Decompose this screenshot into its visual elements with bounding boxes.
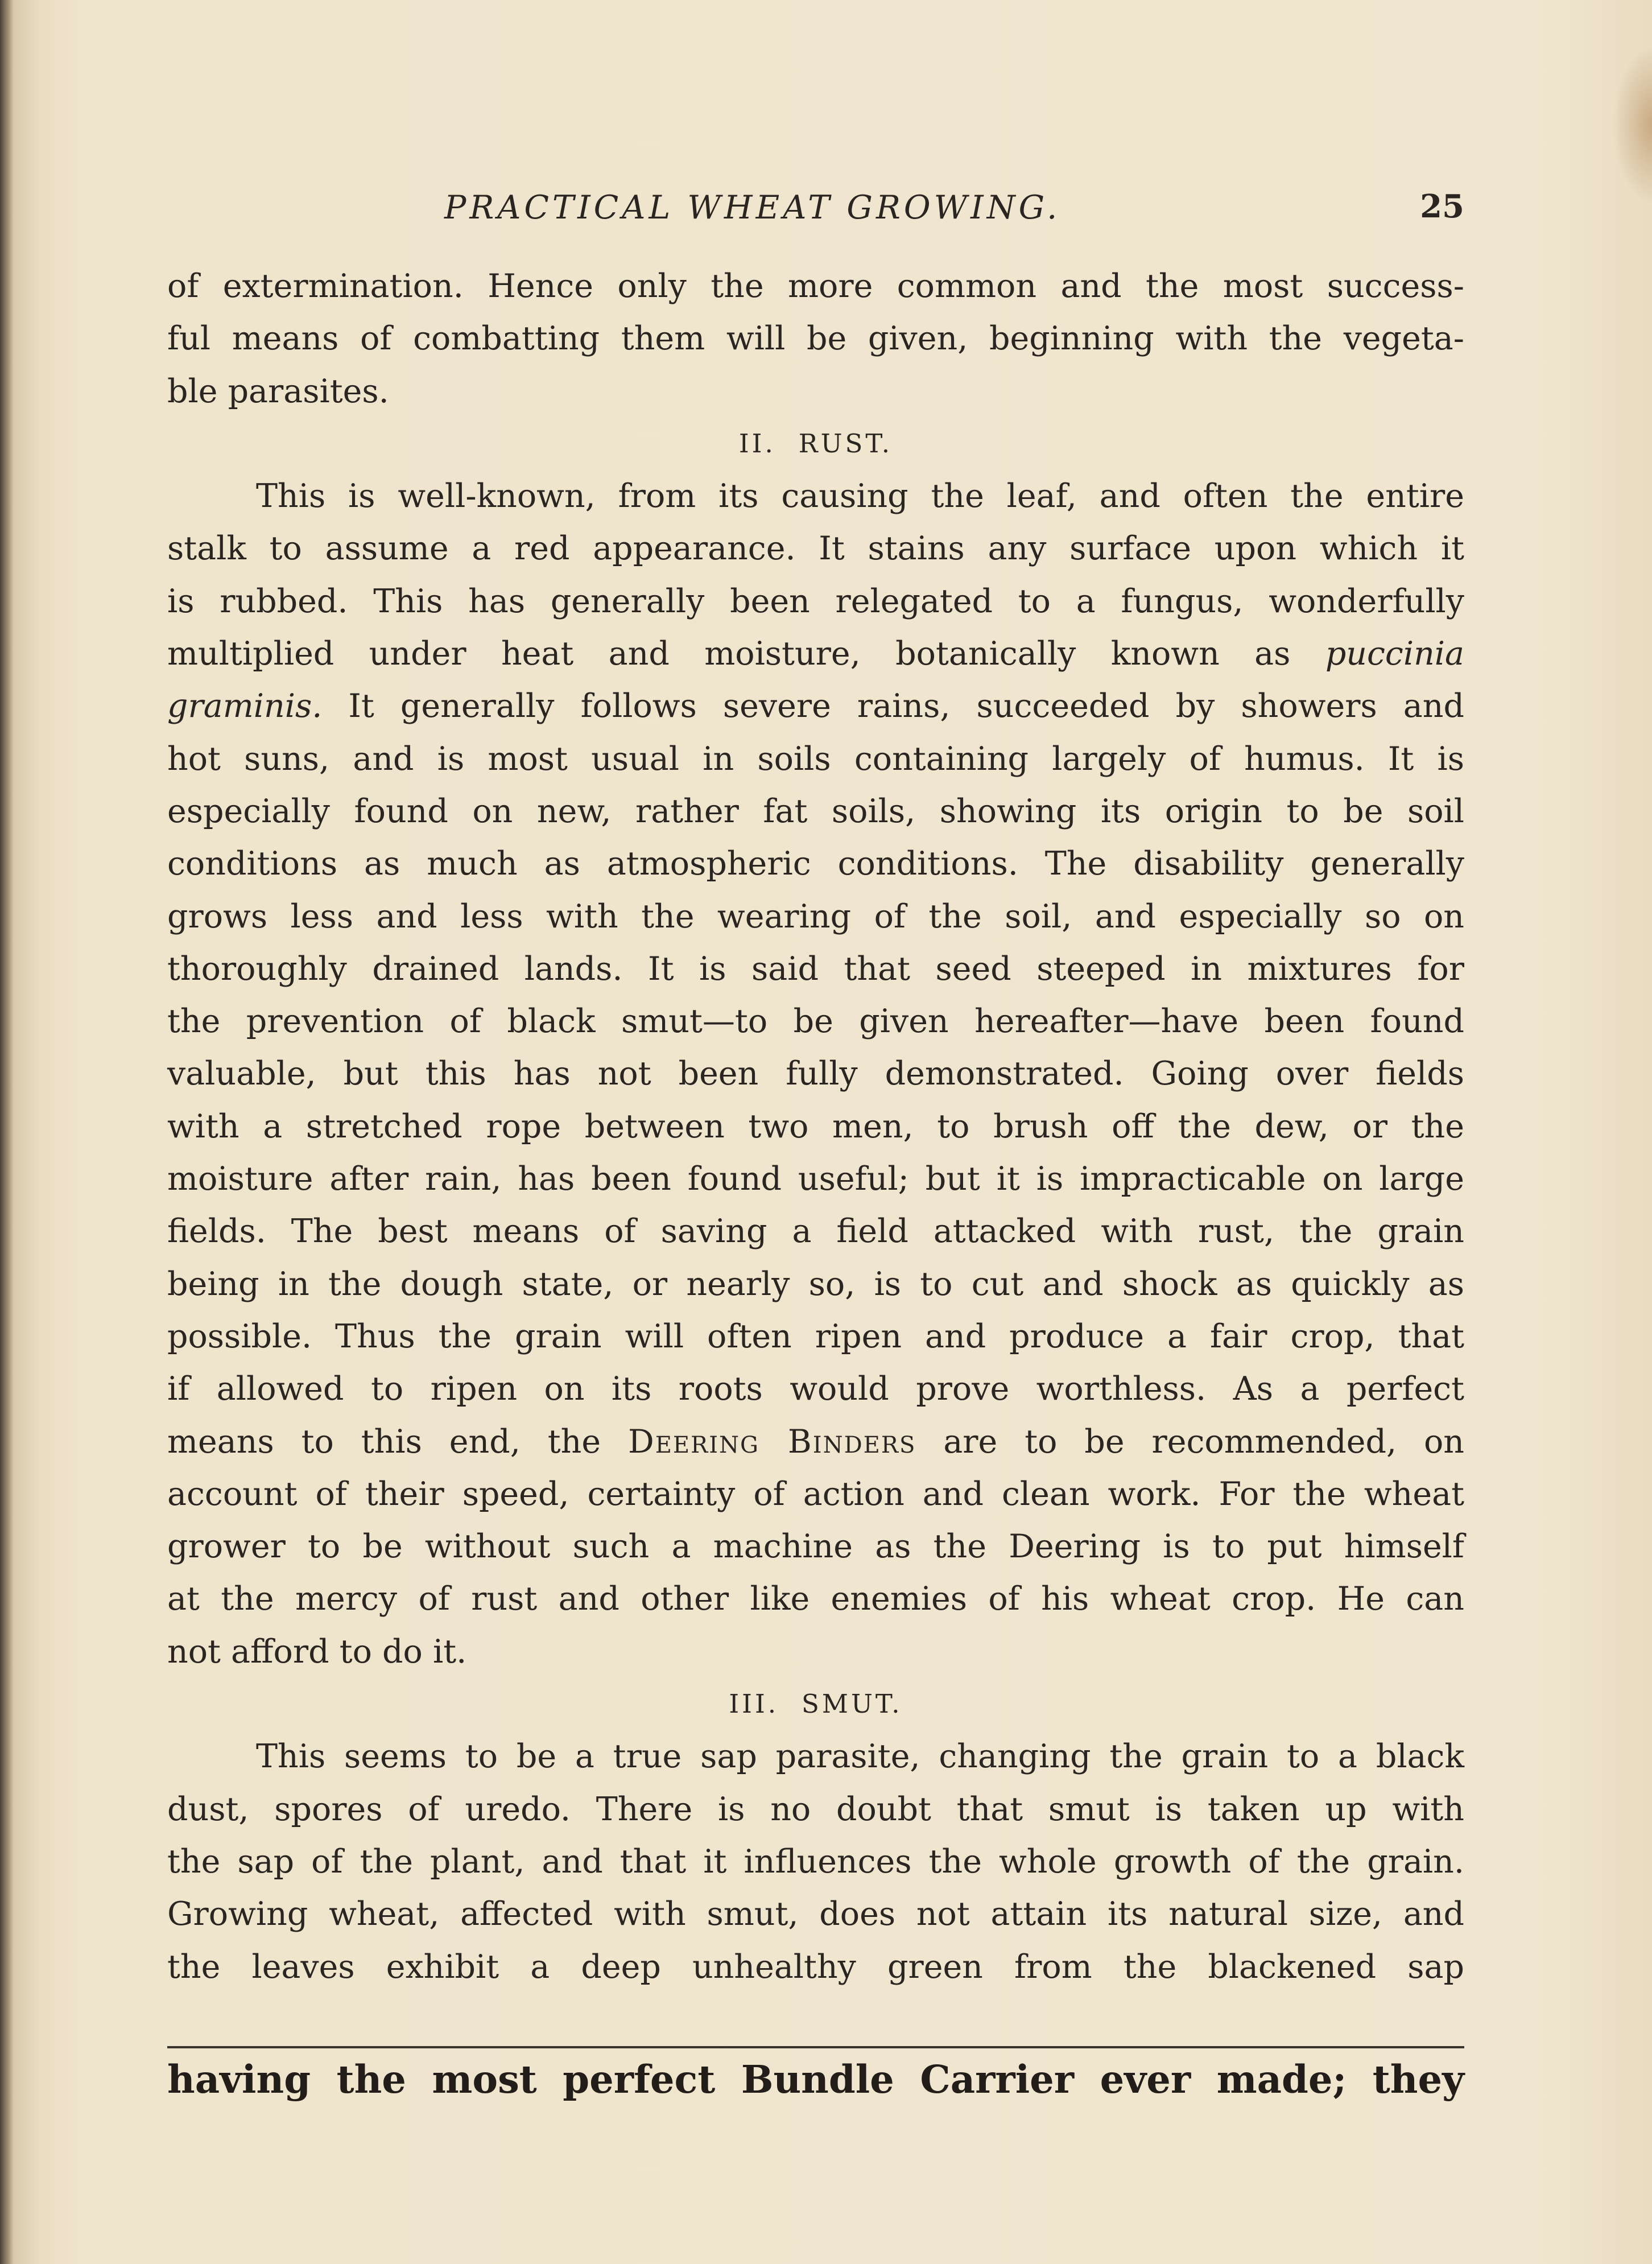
text-line: with a stretched rope between two men, to brush off the dew, or the — [167, 1107, 1464, 1145]
text-run: means to this end, the — [167, 1422, 601, 1461]
section-heading-rust — [167, 418, 1464, 470]
spine-shadow — [0, 0, 14, 2264]
body-text — [167, 260, 1464, 1993]
text-line: if allowed to ripen on its roots would prove worthless. As a perfect — [167, 1370, 1464, 1408]
section-numeral: III. — [729, 1689, 779, 1719]
section-numeral: II. — [738, 428, 776, 459]
text-run: multiplied under heat and moisture, botanically known as — [167, 635, 1291, 673]
text-line: This is well-known, from its causing the leaf, and often the entire — [256, 477, 1464, 516]
text-run: It generally follows severe rains, succeeded by showers and — [322, 687, 1464, 725]
text-line: hot suns, and is most usual in soils containing largely of humus. It is — [167, 740, 1464, 778]
text-line: especially found on new, rather fat soils, showing its origin to be soil — [167, 792, 1464, 830]
text-line: account of their speed, certainty of action and clean work. For the wheat — [167, 1475, 1464, 1513]
section-heading-smut — [167, 1678, 1464, 1730]
text-line: the sap of the plant, and that it influences the whole growth of the grain. — [167, 1842, 1464, 1881]
text-line: is rubbed. This has generally been relegated to a fungus, wonderfully — [167, 582, 1464, 620]
page-number: 25 — [1420, 188, 1464, 225]
text-line: of extermination. Hence only the more common and the most success- — [167, 267, 1464, 305]
text-line — [167, 1416, 1464, 1468]
text-line: at the mercy of rust and other like enemies of his wheat crop. He can — [167, 1580, 1464, 1618]
text-line: not afford to do it. — [167, 1632, 467, 1671]
italic-term: graminis. — [167, 687, 323, 725]
text-line: valuable, but this has not been fully demonstrated. Going over fields — [167, 1055, 1464, 1093]
smallcaps-term: Deering Binders — [628, 1422, 916, 1461]
text-line: grower to be without such a machine as the Deering is to put himself — [167, 1528, 1464, 1566]
text-line — [167, 680, 1464, 732]
text-line: fields. The best means of saving a field attacked with rust, the grain — [167, 1213, 1464, 1251]
text-line: stalk to assume a red appearance. It stains any surface upon which it — [167, 530, 1464, 568]
text-line: thoroughly drained lands. It is said that seed steeped in mixtures for — [167, 950, 1464, 988]
text-line: being in the dough state, or nearly so, is to cut and shock as quickly as — [167, 1265, 1464, 1303]
running-title: PRACTICAL WHEAT GROWING. — [444, 189, 1061, 226]
text-line: dust, spores of uredo. There is no doubt that smut is taken up with — [167, 1790, 1464, 1828]
section-title: SMUT. — [802, 1689, 903, 1719]
text-line: the leaves exhibit a deep unhealthy green from the blackened sap — [167, 1948, 1464, 1986]
text-line: ble parasites. — [167, 372, 389, 410]
text-line: Growing wheat, affected with smut, does not attain its natural size, and — [167, 1895, 1464, 1933]
text-line — [167, 628, 1464, 680]
paper-stain — [1612, 46, 1652, 205]
footer-advert-line: having the most perfect Bundle Carrier ever made; they — [167, 2057, 1464, 2102]
section-title: RUST. — [798, 428, 893, 459]
text-line: conditions as much as atmospheric conditions. The disability generally — [167, 845, 1464, 883]
text-line: the prevention of black smut—to be given hereafter—have been found — [167, 1003, 1464, 1041]
text-line: possible. Thus the grain will often ripen and produce a fair crop, that — [167, 1317, 1464, 1355]
text-line: ful means of combatting them will be given, beginning with the vegeta- — [167, 320, 1464, 358]
text-line: This seems to be a true sap parasite, changing the grain to a black — [256, 1738, 1464, 1776]
text-run: are to be recommended, on — [943, 1422, 1465, 1461]
running-head — [168, 182, 1471, 233]
text-line: grows less and less with the wearing of the soil, and especially so on — [167, 897, 1464, 935]
text-line: moisture after rain, has been found useful; but it is impracticable on large — [167, 1160, 1464, 1198]
italic-term: puccinia — [1325, 635, 1465, 673]
